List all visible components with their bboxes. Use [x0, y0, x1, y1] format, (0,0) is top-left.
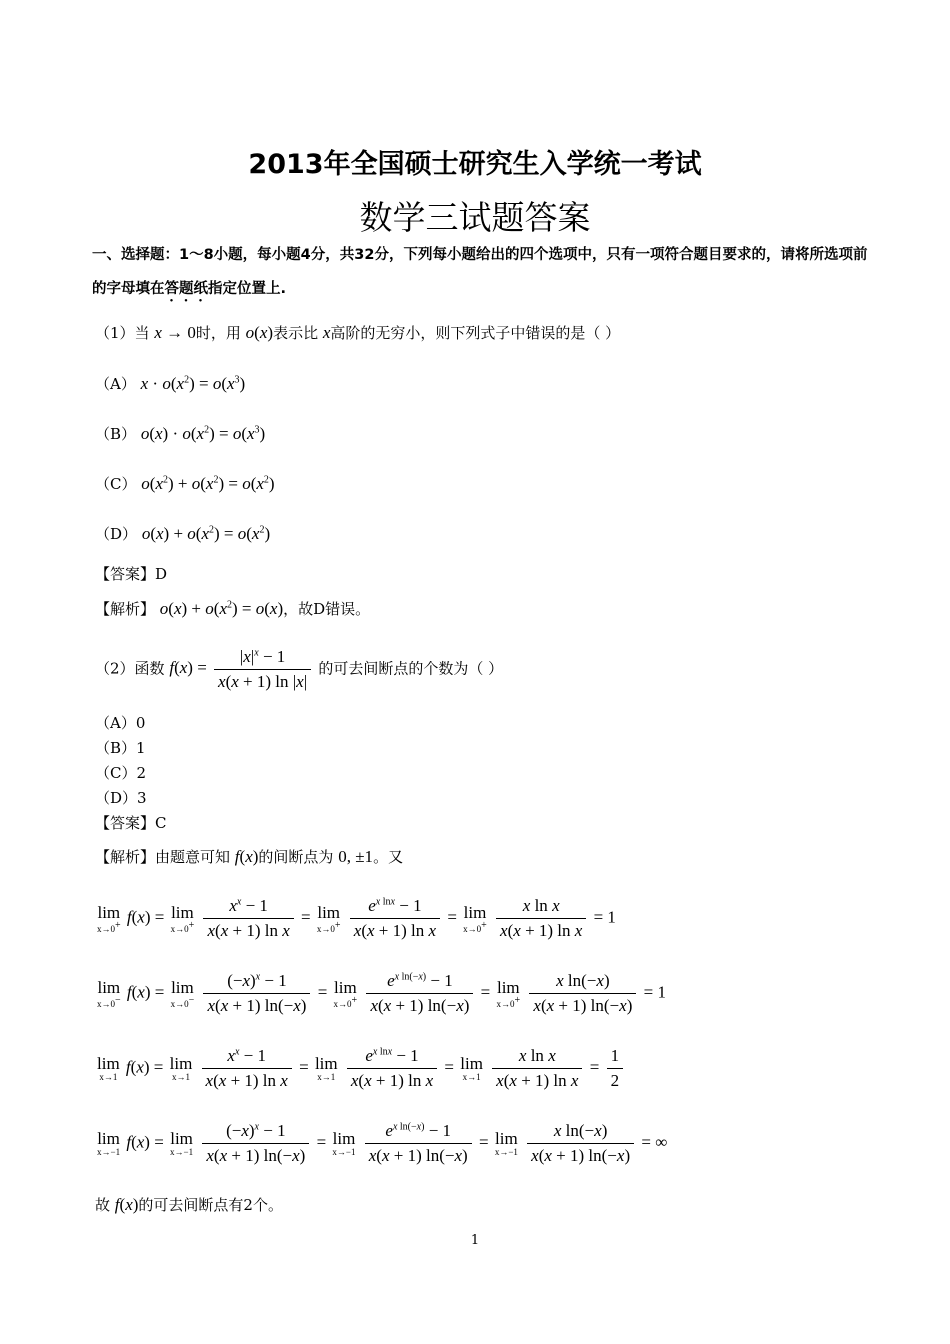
math-expr: $o(x^2) + o(x^2) = o(x^2)$	[141, 474, 275, 493]
fraction: $\frac{1}{2}$	[607, 1046, 624, 1091]
question-2-option-d: （D）3	[95, 789, 147, 807]
question-2-conclusion: 故 f(x)的可去间断点有2个。	[95, 1195, 283, 1214]
limit-equation-2: lim x→0− f(x) = lim x→0− $\frac{(-x)^x - 1}{x(x + 1) \ln(-x)}$ = lim x→0+ $\frac{e^{x ln(-x)} - 1}{x(x + 1) \ln(-x)}$ = lim x→0+ $\frac{\text{x ln(−x)}}{x(x + 1) \ln(-x)}$ = 1	[97, 971, 666, 1015]
question-1-stem: （1）当 x → 0时，用 o(x)表示比 x高阶的无穷小，则下列式子中错误的是（ ）	[95, 323, 621, 342]
question-2-answer: 【答案】C	[95, 814, 167, 832]
question-1-option-d: （D） $o(x) + o(x^2) = o(x^2)$	[95, 524, 271, 543]
fraction: $\frac{(-x)^x - 1}{x(x + 1) \ln(-x)}$	[202, 1121, 309, 1166]
fraction: $\frac{(-x)^x - 1}{x(x + 1) \ln(-x)}$	[203, 971, 310, 1016]
fraction: $\frac{x^x - 1}{\text{x(x + 1) ln x}}$	[202, 1046, 292, 1091]
math-expr: $o(x) + o(x^2) = o(x^2)$	[141, 524, 271, 543]
question-2-option-a: （A）0	[95, 714, 146, 732]
limit-equation-3: lim x→1 f(x) = lim x→1 $\frac{x^x - 1}{\text{x(x + 1) ln x}}$ = lim x→1 $\frac{e^{x lnx} - 1}{\text{x(x + 1) ln x}}$ = lim x→1 $\frac{\text{x ln x}}{\text{x(x + 1) ln x}}$ = $\frac{1}{2}$	[95, 1046, 626, 1091]
question-2-option-b: （B）1	[95, 739, 146, 757]
question-1-option-a: （A） $x \cdot o(x^2) = o(x^3)$	[95, 374, 246, 393]
fraction: $\frac{e^{x lnx} - 1}{\text{x(x + 1) ln x}}$	[350, 896, 440, 941]
math-expr: f(x) = $\frac{|x|^x - 1}{x(x + 1) \ln |x|}$	[169, 658, 318, 677]
fraction: $\frac{\text{x ln x}}{\text{x(x + 1) ln x}}$	[496, 896, 586, 941]
question-2-stem: （2）函数 f(x) = $\frac{|x|^x - 1}{x(x + 1) \ln |x|}$ 的可去间断点的个数为（ ）	[95, 647, 504, 691]
question-1-option-c: （C） $o(x^2) + o(x^2) = o(x^2)$	[95, 474, 275, 493]
emphasized-text: 答题纸	[164, 281, 208, 297]
limit-equation-4: lim x→−1 f(x) = lim x→−1 $\frac{(-x)^x - 1}{x(x + 1) \ln(-x)}$ = lim x→−1 $\frac{e^{x ln(-x)} - 1}{x(x + 1) \ln(-x)}$ = lim x→−1 $\frac{\text{x ln(−x)}}{x(x + 1) \ln(-x)}$ = ∞	[97, 1121, 668, 1165]
exam-title: 2013年全国硕士研究生入学统一考试	[248, 149, 702, 180]
lim-operator: lim x→−1	[97, 1129, 121, 1157]
fraction: $\frac{\text{x ln(−x)}}{x(x + 1) \ln(-x)}$	[527, 1121, 634, 1166]
fraction: $\frac{x^x - 1}{\text{x(x + 1) ln x}}$	[203, 896, 293, 941]
fraction: $\frac{|x|^x - 1}{x(x + 1) \ln |x|}$	[214, 647, 311, 692]
math-expr: x	[322, 323, 331, 342]
fraction: $\frac{\text{x ln x}}{\text{x(x + 1) ln x}}$	[492, 1046, 582, 1091]
math-expr: x → 0	[154, 323, 196, 342]
lim-operator: lim x→1	[97, 1054, 120, 1082]
page-number: 1	[470, 1233, 480, 1248]
question-2-analysis: 【解析】由题意可知 f(x)的间断点为 0, ±1。又	[95, 847, 404, 866]
math-expr: f(x)	[114, 1195, 139, 1214]
math-expr: $o(x) + o(x^2) = o(x)$	[159, 599, 284, 618]
math-expr: f(x)	[234, 847, 259, 866]
fraction: $\frac{\text{x ln(−x)}}{x(x + 1) \ln(-x)}$	[529, 971, 636, 1016]
fraction: $\frac{e^{x lnx} - 1}{\text{x(x + 1) ln x}}$	[347, 1046, 437, 1091]
lim-operator: lim x→0−	[97, 977, 121, 1009]
question-2-option-c: （C）2	[95, 764, 147, 782]
math-expr: $o(x) \cdot o(x^2) = o(x^3)$	[140, 424, 266, 443]
fraction: $\frac{e^{x ln(-x)} - 1}{x(x + 1) \ln(-x)}$	[366, 971, 473, 1016]
math-expr: 0, ±1	[338, 847, 374, 866]
question-1-option-b: （B） $o(x) \cdot o(x^2) = o(x^3)$	[95, 424, 266, 443]
section-instructions: 一、选择题：1～8小题，每小题4分，共32分，下列每小题给出的四个选项中，只有一项符合题目要求的，请将所选项前的字母填在答题纸指定位置上.	[92, 247, 868, 297]
fraction: $\frac{e^{x ln(-x)} - 1}{x(x + 1) \ln(-x)}$	[365, 1121, 472, 1166]
exam-subtitle: 数学三试题答案	[359, 198, 591, 237]
math-expr: $x \cdot o(x^2) = o(x^3)$	[140, 374, 246, 393]
math-expr: o(x)	[245, 323, 274, 342]
question-1-answer: 【答案】D	[95, 565, 168, 583]
lim-operator: lim x→0+	[97, 902, 121, 934]
question-1-analysis: 【解析】 $o(x) + o(x^2) = o(x)$，故D错误。	[95, 599, 371, 618]
limit-equation-1: lim x→0+ f(x) = lim x→0+ $\frac{x^x - 1}{\text{x(x + 1) ln x}}$ = lim x→0+ $\frac{e^{x lnx} - 1}{\text{x(x + 1) ln x}}$ = lim x→0+ $\frac{\text{x ln x}}{\text{x(x + 1) ln x}}$ = 1	[97, 896, 616, 940]
